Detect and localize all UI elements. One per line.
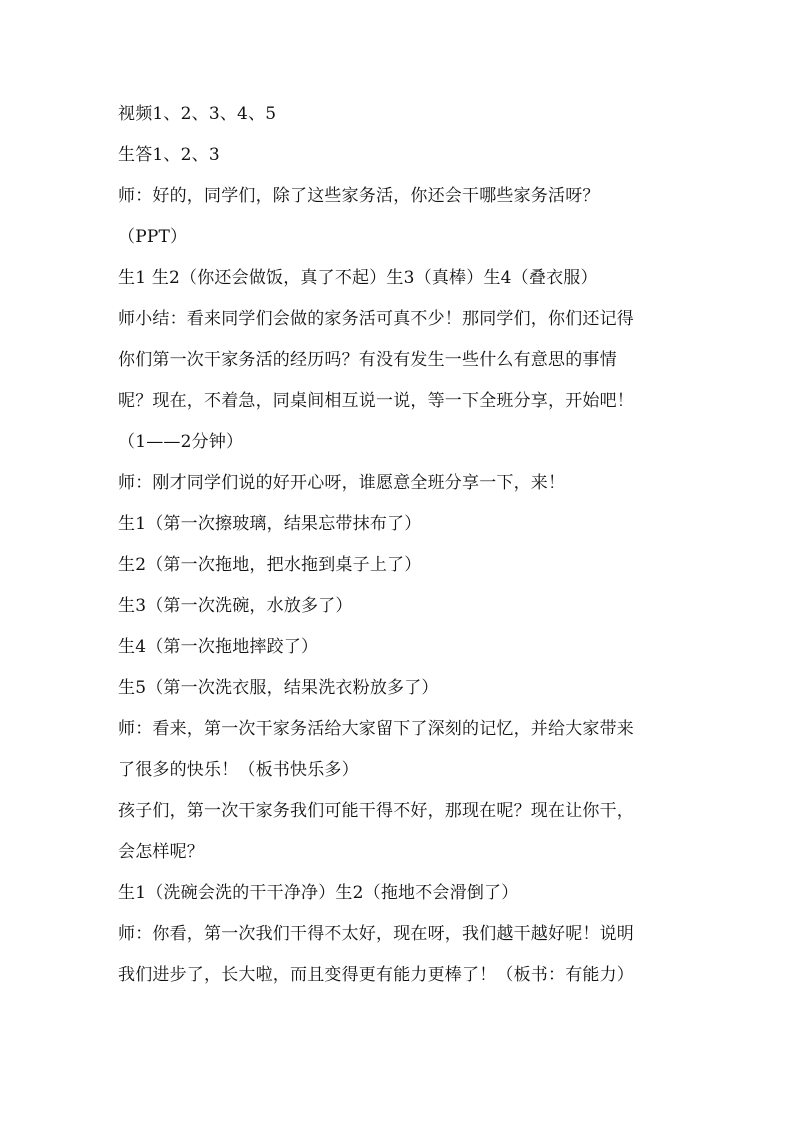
text-line: 师：好的，同学们，除了这些家务活，你还会干哪些家务活呀？ bbox=[118, 186, 600, 206]
text-line: 生答1、2、3 bbox=[118, 145, 220, 165]
document-body bbox=[118, 104, 678, 1006]
text-line: 师：你看，第一次我们干得不太好，现在呀，我们越干越好呢！说明 bbox=[118, 924, 634, 944]
text-line: 视频1、2、3、4、5 bbox=[118, 104, 277, 124]
text-line: 了很多的快乐！（板书快乐多） bbox=[118, 760, 359, 780]
text-line: 生4（第一次拖地摔跤了） bbox=[118, 637, 319, 657]
text-line: 会怎样呢？ bbox=[118, 842, 204, 862]
text-line: 生5（第一次洗衣服，结果洗衣粉放多了） bbox=[118, 678, 439, 698]
text-line: 师小结：看来同学们会做的家务活可真不少！那同学们，你们还记得 bbox=[118, 309, 634, 329]
text-line: 师：看来，第一次干家务活给大家留下了深刻的记忆，并给大家带来 bbox=[118, 719, 634, 739]
text-line: 生1（洗碗会洗的干干净净）生2（拖地不会滑倒了） bbox=[118, 883, 519, 903]
text-line: 生2（第一次拖地，把水拖到桌子上了） bbox=[118, 555, 422, 575]
text-line: （PPT） bbox=[118, 227, 188, 247]
text-line: 你们第一次干家务活的经历吗？有没有发生一些什么有意思的事情 bbox=[118, 350, 617, 370]
text-line: 生1（第一次擦玻璃，结果忘带抹布了） bbox=[118, 514, 422, 534]
text-line: 我们进步了，长大啦，而且变得更有能力更棒了！（板书：有能力） bbox=[118, 965, 634, 985]
text-line: 生3（第一次洗碗，水放多了） bbox=[118, 596, 353, 616]
text-line: 孩子们，第一次干家务我们可能干得不好，那现在呢？现在让你干， bbox=[118, 801, 634, 821]
text-line: 呢？现在，不着急，同桌间相互说一说，等一下全班分享，开始吧！ bbox=[118, 391, 634, 411]
text-line: 生1 生2（你还会做饭，真了不起）生3（真棒）生4（叠衣服） bbox=[118, 268, 598, 288]
text-line: （1——2分钟） bbox=[118, 432, 244, 452]
text-line: 师：刚才同学们说的好开心呀，谁愿意全班分享一下，来！ bbox=[118, 473, 566, 493]
